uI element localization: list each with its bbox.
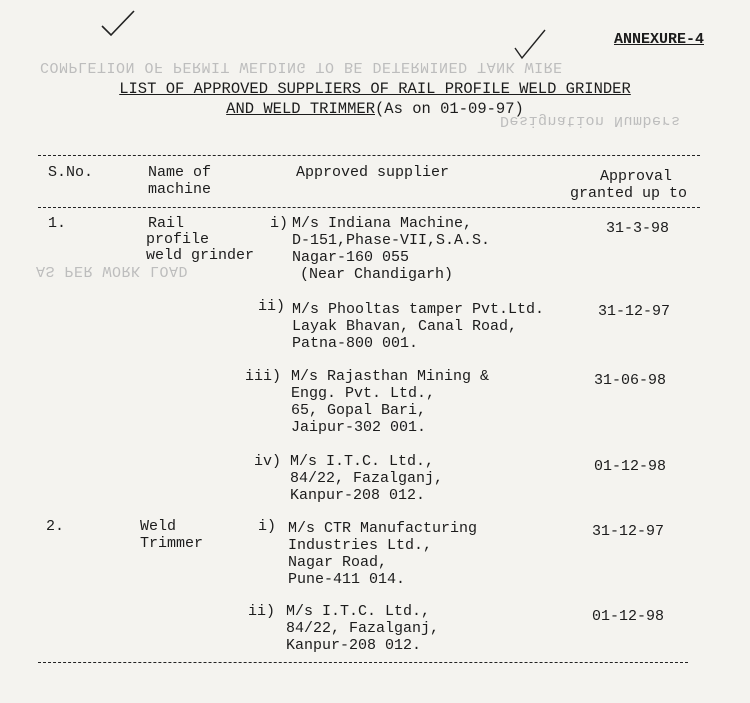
supplier-address-line: Layak Bhavan, Canal Road, — [292, 318, 518, 335]
machine-name-line: Rail — [148, 215, 185, 232]
supplier-number: ii) — [258, 298, 286, 315]
document-subtitle — [0, 99, 750, 120]
table-header-rule — [38, 207, 700, 208]
supplier-address-line: Industries Ltd., — [288, 537, 433, 554]
supplier-address-line: 84/22, Fazalganj, — [286, 620, 440, 637]
header-machine-1: Name of — [148, 164, 212, 181]
supplier-address-line: Jaipur-302 001. — [291, 419, 427, 436]
supplier-address-line: 65, Gopal Bari, — [291, 402, 427, 419]
approval-date: 31-12-97 — [598, 303, 671, 320]
machine-name-line: profile — [146, 231, 210, 248]
header-sno: S.No. — [48, 164, 94, 181]
supplier-number: i) — [270, 215, 289, 232]
supplier-address-line: M/s Rajasthan Mining & — [291, 368, 490, 385]
annexure-label: ANNEXURE-4 — [613, 31, 704, 48]
ghost-text-2: Designation Numbers — [500, 112, 681, 129]
subtitle-underlined: AND WELD TRIMMER — [226, 100, 375, 118]
approval-date: 31-06-98 — [594, 372, 667, 389]
table-top-rule — [38, 155, 700, 156]
supplier-number: iv) — [254, 453, 282, 470]
row-sno: 1. — [48, 215, 67, 232]
header-machine-2: machine — [148, 181, 212, 198]
handwritten-tick-icon — [98, 8, 138, 38]
ghost-text-1: COMPLETION OF PERMIT WELDING TO BE DETERMINED TANK WIRE — [40, 58, 563, 75]
supplier-address-line: Pune-411 014. — [288, 571, 406, 588]
supplier-address-line: M/s Phooltas tamper Pvt.Ltd. — [292, 301, 545, 318]
document-title: LIST OF APPROVED SUPPLIERS OF RAIL PROFILE WELD GRINDER — [119, 80, 631, 98]
supplier-address-line: Nagar-160 055 — [292, 249, 410, 266]
supplier-address-line: M/s CTR Manufacturing — [288, 520, 478, 537]
supplier-number: i) — [258, 518, 277, 535]
ghost-text-3: AS PER WORK LOAD — [36, 262, 189, 279]
approval-date: 01-12-98 — [592, 608, 665, 625]
supplier-address-line: Kanpur-208 012. — [290, 487, 426, 504]
supplier-address-line: Patna-800 001. — [292, 335, 419, 352]
supplier-address-line: Engg. Pvt. Ltd., — [291, 385, 436, 402]
header-approval-2: granted up to — [570, 185, 688, 202]
approval-date: 31-3-98 — [606, 220, 670, 237]
subtitle-date: (As on 01-09-97) — [375, 100, 524, 118]
header-approval-1: Approval — [600, 168, 673, 185]
handwritten-tick-icon — [512, 28, 548, 62]
supplier-number: iii) — [245, 368, 282, 385]
header-supplier: Approved supplier — [296, 164, 450, 181]
supplier-address-line: 84/22, Fazalganj, — [290, 470, 444, 487]
supplier-number: ii) — [248, 603, 276, 620]
machine-name-line: Trimmer — [140, 535, 204, 552]
approval-date: 01-12-98 — [594, 458, 667, 475]
supplier-address-line: (Near Chandigarh) — [300, 266, 454, 283]
supplier-address-line: Nagar Road, — [288, 554, 388, 571]
supplier-address-line: M/s I.T.C. Ltd., — [290, 453, 435, 470]
table-bottom-rule — [38, 662, 688, 663]
approval-date: 31-12-97 — [592, 523, 665, 540]
machine-name-line: Weld — [140, 518, 177, 535]
supplier-address-line: M/s I.T.C. Ltd., — [286, 603, 431, 620]
supplier-address-line: Kanpur-208 012. — [286, 637, 422, 654]
supplier-address-line: M/s Indiana Machine, — [292, 215, 473, 232]
row-sno: 2. — [46, 518, 65, 535]
supplier-address-line: D-151,Phase-VII,S.A.S. — [292, 232, 491, 249]
machine-name-line: weld grinder — [146, 247, 255, 264]
